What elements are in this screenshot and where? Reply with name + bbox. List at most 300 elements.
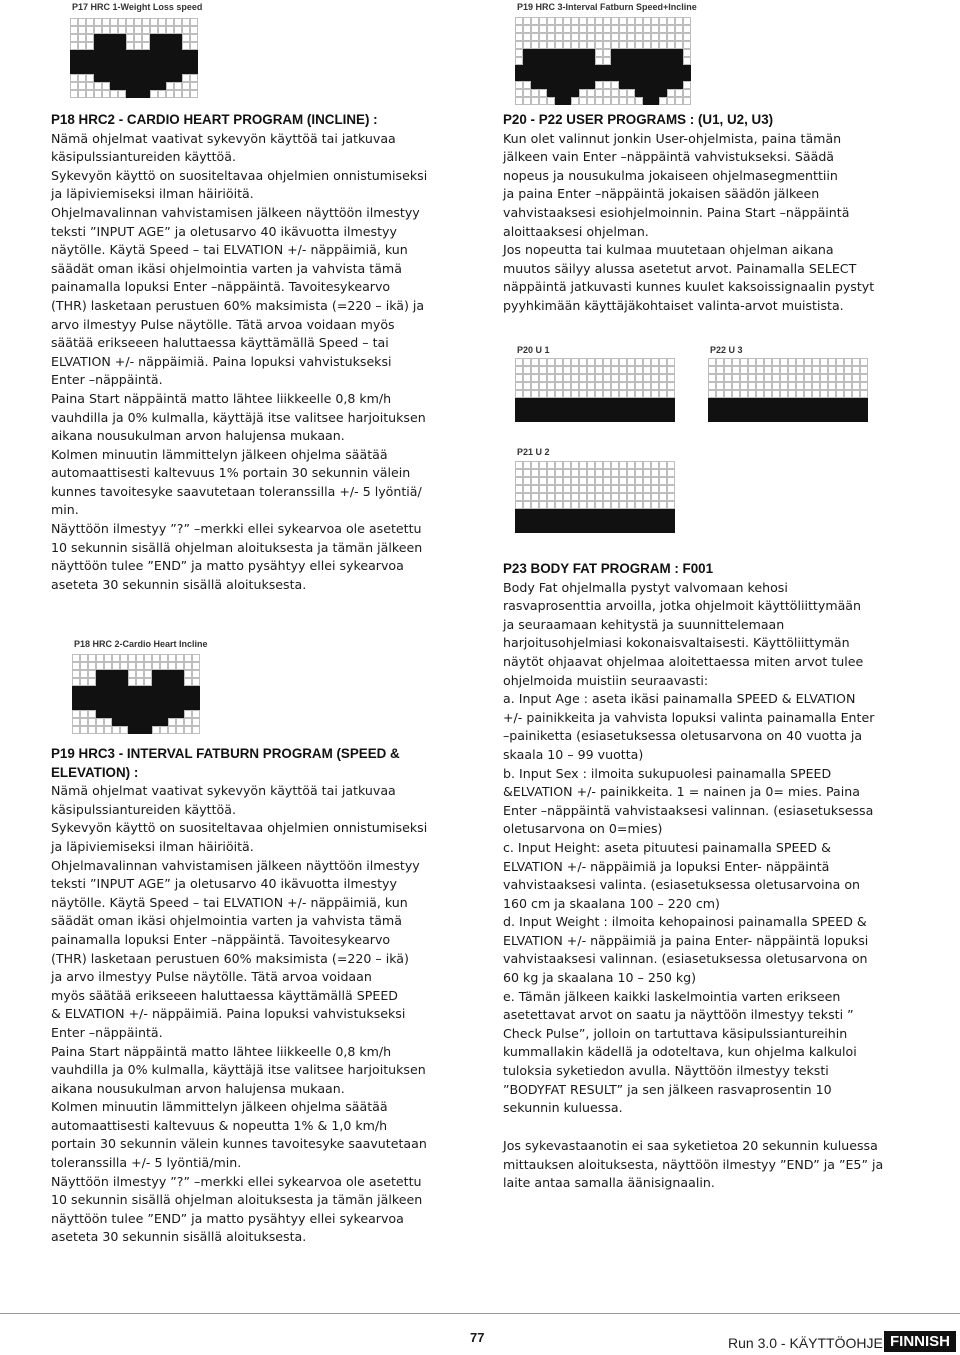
profile-cell: [627, 517, 635, 525]
profile-cell: [176, 686, 184, 694]
profile-cell: [667, 358, 675, 366]
profile-cell: [643, 501, 651, 509]
profile-cell: [531, 501, 539, 509]
profile-cell: [120, 702, 128, 710]
profile-cell: [780, 366, 788, 374]
profile-cell: [796, 398, 804, 406]
profile-cell: [168, 694, 176, 702]
profile-cell: [515, 469, 523, 477]
profile-cell: [659, 89, 667, 97]
profile-cell: [176, 654, 184, 662]
profile-cell: [595, 414, 603, 422]
profile-cell: [515, 493, 523, 501]
profile-cell: [539, 493, 547, 501]
profile-cell: [515, 366, 523, 374]
profile-cell: [708, 366, 716, 374]
profile-cell: [136, 726, 144, 734]
profile-cell: [619, 366, 627, 374]
profile-cell: [126, 74, 134, 82]
profile-cell: [128, 694, 136, 702]
profile-cell: [812, 382, 820, 390]
profile-cell: [667, 89, 675, 97]
profile-cell: [643, 41, 651, 49]
profile-cell: [190, 66, 198, 74]
profile-cell: [70, 34, 78, 42]
profile-cell: [780, 390, 788, 398]
profile-cell: [152, 726, 160, 734]
profile-cell: [134, 50, 142, 58]
text-line: teksti ”INPUT AGE” ja oletusarvo 40 ikävuotta ilmestyy: [51, 876, 397, 892]
profile-cell: [635, 414, 643, 422]
profile-cell: [176, 726, 184, 734]
profile-cell: [724, 358, 732, 366]
profile-cell: [772, 382, 780, 390]
text-line: Enter –näppäintä.: [51, 1024, 163, 1040]
profile-cell: [603, 469, 611, 477]
profile-cell: [659, 366, 667, 374]
profile-cell: [192, 686, 200, 694]
profile-cell: [88, 718, 96, 726]
profile-cell: [651, 97, 659, 105]
profile-cell: [643, 73, 651, 81]
profile-cell: [836, 366, 844, 374]
profile-cell: [635, 89, 643, 97]
profile-cell: [651, 81, 659, 89]
profile-cell: [635, 390, 643, 398]
section-p19-body: [51, 782, 427, 1247]
profile-cell: [142, 18, 150, 26]
profile-cell: [587, 390, 595, 398]
profile-cell: [603, 358, 611, 366]
profile-cell: [94, 50, 102, 58]
profile-cell: [563, 49, 571, 57]
profile-cell: [94, 82, 102, 90]
profile-cell: [515, 517, 523, 525]
profile-cell: [587, 461, 595, 469]
profile-cell: [724, 406, 732, 414]
profile-cell: [523, 33, 531, 41]
text-line: vauhdilla ja 0% kulmalla, käyttäjä itse valitsee harjoituksen: [51, 409, 426, 425]
profile-cell: [531, 525, 539, 533]
profile-cell: [192, 702, 200, 710]
profile-cell: [142, 58, 150, 66]
profile-cell: [635, 501, 643, 509]
section-p23-closing: [503, 1137, 883, 1193]
profile-cell: [174, 18, 182, 26]
profile-cell: [836, 358, 844, 366]
profile-cell: [523, 366, 531, 374]
section-p23-heading: P23 BODY FAT PROGRAM : F001: [503, 561, 714, 576]
profile-cell: [860, 358, 868, 366]
text-line: aloittaaksesi ohjelman.: [503, 223, 649, 239]
profile-cell: [134, 34, 142, 42]
profile-cell: [118, 66, 126, 74]
profile-cell: [595, 525, 603, 533]
profile-cell: [716, 414, 724, 422]
profile-cell: [619, 382, 627, 390]
profile-cell: [820, 414, 828, 422]
text-line: d. Input Weight : ilmoita kehopainosi painamalla SPEED &: [503, 914, 867, 930]
profile-cell: [772, 414, 780, 422]
profile-cell: [627, 461, 635, 469]
profile-cell: [780, 398, 788, 406]
profile-cell: [555, 25, 563, 33]
profile-p17-title: P17 HRC 1-Weight Loss speed: [72, 2, 203, 12]
profile-cell: [86, 82, 94, 90]
profile-cell: [587, 398, 595, 406]
text-line: Kolmen minuutin lämmittelyn jälkeen ohjelma säätää: [51, 1099, 388, 1115]
profile-cell: [128, 726, 136, 734]
profile-cell: [603, 89, 611, 97]
profile-cell: [70, 74, 78, 82]
profile-cell: [587, 525, 595, 533]
text-line: & ELVATION +/- näppäimiä. Paina lopuksi vahvistukseksi: [51, 1006, 406, 1022]
profile-cell: [724, 382, 732, 390]
profile-cell: [184, 702, 192, 710]
profile-cell: [539, 398, 547, 406]
profile-cell: [619, 398, 627, 406]
profile-cell: [643, 477, 651, 485]
profile-cell: [515, 374, 523, 382]
profile-cell: [563, 501, 571, 509]
profile-cell: [515, 57, 523, 65]
profile-cell: [160, 718, 168, 726]
profile-p22-title: P22 U 3: [710, 345, 743, 355]
text-line: laite antaa samalla äänisignaalin.: [503, 1175, 715, 1191]
profile-cell: [587, 406, 595, 414]
profile-cell: [579, 366, 587, 374]
profile-cell: [716, 374, 724, 382]
profile-cell: [579, 81, 587, 89]
profile-cell: [635, 517, 643, 525]
profile-cell: [531, 461, 539, 469]
profile-cell: [756, 382, 764, 390]
profile-cell: [152, 654, 160, 662]
profile-cell: [128, 686, 136, 694]
profile-cell: [80, 702, 88, 710]
profile-cell: [102, 90, 110, 98]
profile-cell: [844, 406, 852, 414]
profile-cell: [158, 90, 166, 98]
profile-cell: [136, 718, 144, 726]
profile-cell: [110, 74, 118, 82]
profile-cell: [547, 89, 555, 97]
profile-cell: [772, 390, 780, 398]
profile-cell: [531, 25, 539, 33]
profile-cell: [603, 81, 611, 89]
profile-cell: [796, 390, 804, 398]
text-line: vahvistaaksesi esiohjelmoinnin. Paina Start –näppäintä: [503, 204, 850, 220]
profile-cell: [192, 710, 200, 718]
profile-cell: [595, 81, 603, 89]
profile-cell: [547, 493, 555, 501]
section-p18-body: [51, 130, 427, 595]
profile-cell: [772, 406, 780, 414]
profile-cell: [182, 34, 190, 42]
text-line: Enter –näppäintä.: [51, 372, 163, 388]
profile-cell: [128, 662, 136, 670]
profile-cell: [539, 366, 547, 374]
profile-cell: [627, 17, 635, 25]
profile-cell: [844, 358, 852, 366]
profile-cell: [144, 710, 152, 718]
profile-cell: [643, 493, 651, 501]
profile-cell: [619, 509, 627, 517]
profile-cell: [627, 493, 635, 501]
profile-cell: [158, 34, 166, 42]
profile-cell: [515, 414, 523, 422]
profile-cell: [539, 406, 547, 414]
profile-cell: [168, 702, 176, 710]
page-number: 77: [470, 1330, 485, 1345]
profile-cell: [128, 702, 136, 710]
profile-cell: [748, 374, 756, 382]
profile-cell: [86, 50, 94, 58]
profile-cell: [547, 390, 555, 398]
profile-cell: [555, 469, 563, 477]
profile-cell: [683, 97, 691, 105]
profile-cell: [152, 678, 160, 686]
profile-cell: [595, 517, 603, 525]
profile-cell: [126, 34, 134, 42]
profile-cell: [102, 74, 110, 82]
profile-cell: [112, 678, 120, 686]
profile-cell: [651, 509, 659, 517]
profile-cell: [531, 390, 539, 398]
profile-cell: [563, 493, 571, 501]
profile-cell: [659, 97, 667, 105]
profile-cell: [643, 49, 651, 57]
profile-cell: [104, 694, 112, 702]
profile-cell: [659, 358, 667, 366]
profile-cell: [515, 65, 523, 73]
profile-cell: [78, 58, 86, 66]
profile-cell: [611, 485, 619, 493]
text-line: jälkeen vain Enter –näppäintä vahvistukseksi. Säädä: [503, 149, 835, 165]
profile-cell: [587, 509, 595, 517]
profile-cell: [740, 414, 748, 422]
profile-cell: [619, 65, 627, 73]
text-line: 10 sekunnin sisällä ohjelman aloituksesta ja tämän jälkeen: [51, 1192, 423, 1208]
profile-cell: [136, 702, 144, 710]
text-line: näyttöön tulee ”END” ja matto pysähtyy ellei sykearvoa: [51, 1210, 404, 1226]
profile-cell: [667, 485, 675, 493]
profile-cell: [571, 501, 579, 509]
profile-cell: [134, 82, 142, 90]
profile-grid-p18-heart: [72, 654, 200, 734]
profile-cell: [611, 57, 619, 65]
profile-cell: [627, 73, 635, 81]
profile-cell: [756, 366, 764, 374]
profile-cell: [667, 469, 675, 477]
profile-cell: [635, 57, 643, 65]
profile-cell: [627, 89, 635, 97]
profile-cell: [595, 374, 603, 382]
profile-cell: [635, 382, 643, 390]
profile-cell: [86, 34, 94, 42]
profile-cell: [611, 65, 619, 73]
profile-cell: [555, 49, 563, 57]
profile-cell: [595, 493, 603, 501]
profile-cell: [643, 89, 651, 97]
profile-cell: [780, 406, 788, 414]
profile-cell: [595, 406, 603, 414]
profile-cell: [619, 461, 627, 469]
profile-cell: [764, 382, 772, 390]
profile-cell: [683, 73, 691, 81]
profile-cell: [523, 25, 531, 33]
profile-cell: [724, 366, 732, 374]
profile-cell: [160, 726, 168, 734]
profile-cell: [78, 50, 86, 58]
profile-cell: [611, 25, 619, 33]
profile-cell: [531, 65, 539, 73]
profile-cell: [667, 25, 675, 33]
profile-cell: [190, 58, 198, 66]
text-line: aikana nousukulman arvon halujensa mukaan.: [51, 428, 345, 444]
profile-cell: [579, 509, 587, 517]
profile-cell: [579, 390, 587, 398]
profile-cell: [120, 718, 128, 726]
profile-cell: [110, 90, 118, 98]
profile-cell: [587, 73, 595, 81]
profile-cell: [860, 366, 868, 374]
profile-cell: [192, 662, 200, 670]
text-line: ohjelmoida muistiin seuraavasti:: [503, 672, 709, 688]
profile-cell: [72, 654, 80, 662]
section-p18: [51, 111, 427, 594]
profile-cell: [643, 81, 651, 89]
profile-cell: [80, 670, 88, 678]
profile-cell: [651, 49, 659, 57]
profile-cell: [166, 58, 174, 66]
profile-cell: [182, 66, 190, 74]
profile-cell: [716, 382, 724, 390]
profile-cell: [555, 81, 563, 89]
profile-cell: [788, 406, 796, 414]
profile-cell: [184, 710, 192, 718]
profile-cell: [190, 26, 198, 34]
text-line: aseteta 30 sekunnin sisällä aloituksesta.: [51, 1229, 307, 1245]
profile-cell: [627, 41, 635, 49]
profile-cell: [168, 710, 176, 718]
profile-cell: [788, 382, 796, 390]
profile-cell: [110, 18, 118, 26]
profile-cell: [635, 477, 643, 485]
profile-cell: [563, 469, 571, 477]
profile-cell: [531, 398, 539, 406]
profile-cell: [659, 493, 667, 501]
profile-cell: [88, 678, 96, 686]
profile-cell: [627, 525, 635, 533]
profile-cell: [531, 33, 539, 41]
text-line: vahvistaaksesi valinnan. (esiasetuksessa oletusarvona on: [503, 951, 868, 967]
text-line: ELVATION +/- näppäimiä. Paina lopuksi vahvistukseksi: [51, 353, 392, 369]
profile-cell: [643, 97, 651, 105]
profile-cell: [659, 17, 667, 25]
profile-cell: [142, 74, 150, 82]
text-line: näppäintä jatkuvasti kunnes kuulet kaksoissignaalin pystyt: [503, 279, 875, 295]
profile-cell: [587, 41, 595, 49]
text-line: aikana nousukulman arvon halujensa mukaan.: [51, 1080, 345, 1096]
profile-cell: [796, 366, 804, 374]
profile-cell: [150, 26, 158, 34]
profile-cell: [667, 73, 675, 81]
profile-cell: [531, 89, 539, 97]
profile-cell: [820, 382, 828, 390]
profile-cell: [110, 34, 118, 42]
profile-cell: [659, 73, 667, 81]
profile-cell: [70, 58, 78, 66]
profile-cell: [96, 702, 104, 710]
profile-cell: [150, 58, 158, 66]
profile-cell: [635, 374, 643, 382]
profile-cell: [531, 493, 539, 501]
text-line: ja arvo ilmestyy Pulse näytölle. Tätä arvoa voidaan: [51, 969, 372, 985]
profile-cell: [603, 366, 611, 374]
section-p23-body: [503, 579, 874, 1118]
profile-cell: [627, 406, 635, 414]
profile-cell: [515, 382, 523, 390]
profile-cell: [539, 358, 547, 366]
profile-cell: [860, 398, 868, 406]
profile-cell: [150, 50, 158, 58]
profile-cell: [555, 493, 563, 501]
profile-cell: [96, 662, 104, 670]
profile-cell: [112, 662, 120, 670]
profile-cell: [611, 41, 619, 49]
text-line: Body Fat ohjelmalla pystyt valvomaan kehosi: [503, 579, 788, 595]
text-line: säädät oman ikäsi ohjelmointia varten ja vahvista tämä: [51, 913, 402, 929]
profile-cell: [126, 82, 134, 90]
profile-cell: [579, 501, 587, 509]
profile-cell: [659, 41, 667, 49]
profile-cell: [523, 469, 531, 477]
profile-cell: [96, 710, 104, 718]
profile-grid-p19-hearts: [515, 17, 691, 105]
profile-cell: [80, 686, 88, 694]
profile-cell: [675, 33, 683, 41]
profile-cell: [134, 26, 142, 34]
profile-cell: [78, 26, 86, 34]
profile-cell: [158, 42, 166, 50]
profile-cell: [611, 461, 619, 469]
profile-cell: [166, 34, 174, 42]
profile-cell: [555, 517, 563, 525]
profile-cell: [96, 694, 104, 702]
profile-cell: [579, 469, 587, 477]
profile-cell: [531, 374, 539, 382]
profile-cell: [86, 90, 94, 98]
text-line: +/- painikkeita ja vahvista lopuksi valinta painamalla Enter: [503, 709, 875, 725]
profile-cell: [667, 97, 675, 105]
profile-cell: [72, 702, 80, 710]
profile-cell: [579, 65, 587, 73]
profile-cell: [136, 694, 144, 702]
profile-cell: [120, 686, 128, 694]
profile-cell: [836, 398, 844, 406]
profile-cell: [110, 50, 118, 58]
profile-cell: [72, 670, 80, 678]
profile-cell: [659, 382, 667, 390]
profile-cell: [579, 25, 587, 33]
profile-cell: [675, 65, 683, 73]
profile-cell: [102, 26, 110, 34]
text-line: –painiketta (esiasetuksessa oletusarvona on 40 vuotta ja: [503, 728, 863, 744]
profile-cell: [547, 33, 555, 41]
profile-cell: [852, 398, 860, 406]
profile-cell: [643, 469, 651, 477]
